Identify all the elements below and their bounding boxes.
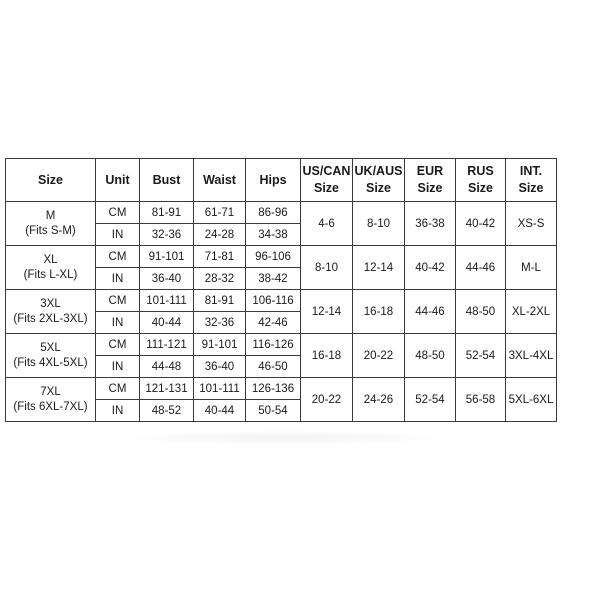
- header-rus-size-label: RUS: [467, 164, 494, 178]
- cm-unit-cell: CM: [96, 290, 140, 312]
- cm-waist-cell: 61-71: [194, 202, 246, 224]
- header-eur-size-label: EUR: [416, 164, 444, 178]
- header-uk-aus-size: [353, 159, 405, 202]
- int-size-cell: 3XL-4XL: [506, 334, 557, 378]
- us-can-size-cell: 4-6: [301, 202, 353, 246]
- cm-waist-cell: 71-81: [194, 246, 246, 268]
- cm-bust-cell: 121-131: [140, 378, 194, 400]
- table-row: [6, 378, 557, 400]
- size-label: M: [45, 209, 56, 222]
- int-size-cell: M-L: [506, 246, 557, 290]
- header-row: [6, 159, 557, 202]
- cm-unit-cell: CM: [96, 378, 140, 400]
- header-int-size-label: INT.: [519, 164, 543, 178]
- in-hips-cell: 34-38: [246, 224, 301, 246]
- size-name-cell: [6, 246, 96, 290]
- header-waist-label: Waist: [203, 172, 236, 187]
- in-hips-cell: 50-54: [246, 400, 301, 422]
- table-shadow: [120, 430, 450, 446]
- header-int-size: [506, 159, 557, 202]
- size-chart-body: [6, 202, 557, 422]
- eur-size-cell: 36-38: [405, 202, 456, 246]
- size-fits-label: (Fits S-M): [25, 224, 76, 237]
- size-name-cell: [6, 202, 96, 246]
- in-waist-cell: 40-44: [194, 400, 246, 422]
- size-name-cell: [6, 334, 96, 378]
- uk-aus-size-cell: 20-22: [353, 334, 405, 378]
- header-uk-aus-size-label: Size: [365, 181, 391, 195]
- cm-hips-cell: 86-96: [246, 202, 301, 224]
- us-can-size-cell: 8-10: [301, 246, 353, 290]
- size-chart-table: [5, 158, 557, 422]
- header-rus-size-label: Size: [467, 181, 493, 195]
- header-bust-label: Bust: [152, 172, 181, 187]
- header-uk-aus-size-label: UK/AUS: [354, 164, 403, 178]
- size-label: 3XL: [40, 297, 61, 310]
- cm-bust-cell: 101-111: [140, 290, 194, 312]
- size-fits-label: (Fits 4XL-5XL): [13, 356, 88, 369]
- uk-aus-size-cell: 16-18: [353, 290, 405, 334]
- us-can-size-cell: 20-22: [301, 378, 353, 422]
- table-row: [6, 334, 557, 356]
- us-can-size-cell: 12-14: [301, 290, 353, 334]
- cm-hips-cell: 126-136: [246, 378, 301, 400]
- int-size-cell: 5XL-6XL: [506, 378, 557, 422]
- size-fits-label: (Fits 6XL-7XL): [13, 400, 88, 413]
- cm-waist-cell: 91-101: [194, 334, 246, 356]
- header-size: [6, 159, 96, 202]
- rus-size-cell: 44-46: [456, 246, 506, 290]
- cm-hips-cell: 96-106: [246, 246, 301, 268]
- rus-size-cell: 52-54: [456, 334, 506, 378]
- header-rus-size: [456, 159, 506, 202]
- in-bust-cell: 40-44: [140, 312, 194, 334]
- uk-aus-size-cell: 24-26: [353, 378, 405, 422]
- size-fits-label: (Fits L-XL): [23, 268, 78, 281]
- int-size-cell: XS-S: [506, 202, 557, 246]
- header-unit: [96, 159, 140, 202]
- header-bust: [140, 159, 194, 202]
- header-us-can-size-label: US/CAN: [302, 164, 351, 178]
- size-label: 7XL: [40, 385, 61, 398]
- rus-size-cell: 48-50: [456, 290, 506, 334]
- eur-size-cell: 44-46: [405, 290, 456, 334]
- uk-aus-size-cell: 8-10: [353, 202, 405, 246]
- size-name-cell: [6, 290, 96, 334]
- in-waist-cell: 36-40: [194, 356, 246, 378]
- cm-bust-cell: 111-121: [140, 334, 194, 356]
- header-int-size-label: Size: [518, 181, 544, 195]
- eur-size-cell: 48-50: [405, 334, 456, 378]
- size-label: XL: [43, 253, 58, 266]
- table-row: [6, 290, 557, 312]
- size-chart-header: [6, 159, 557, 202]
- in-unit-cell: IN: [96, 400, 140, 422]
- eur-size-cell: 52-54: [405, 378, 456, 422]
- in-unit-cell: IN: [96, 312, 140, 334]
- cm-unit-cell: CM: [96, 334, 140, 356]
- in-waist-cell: 32-36: [194, 312, 246, 334]
- in-hips-cell: 38-42: [246, 268, 301, 290]
- int-size-cell: XL-2XL: [506, 290, 557, 334]
- header-unit-label: Unit: [105, 172, 130, 187]
- in-unit-cell: IN: [96, 224, 140, 246]
- cm-hips-cell: 106-116: [246, 290, 301, 312]
- in-bust-cell: 44-48: [140, 356, 194, 378]
- eur-size-cell: 40-42: [405, 246, 456, 290]
- header-eur-size: [405, 159, 456, 202]
- in-unit-cell: IN: [96, 268, 140, 290]
- in-hips-cell: 42-46: [246, 312, 301, 334]
- in-bust-cell: 36-40: [140, 268, 194, 290]
- header-us-can-size-label: Size: [313, 181, 339, 195]
- cm-unit-cell: CM: [96, 202, 140, 224]
- header-waist: [194, 159, 246, 202]
- in-bust-cell: 32-36: [140, 224, 194, 246]
- size-fits-label: (Fits 2XL-3XL): [13, 312, 88, 325]
- cm-unit-cell: CM: [96, 246, 140, 268]
- header-hips-label: Hips: [259, 172, 287, 187]
- header-us-can-size: [301, 159, 353, 202]
- uk-aus-size-cell: 12-14: [353, 246, 405, 290]
- cm-waist-cell: 101-111: [194, 378, 246, 400]
- in-waist-cell: 28-32: [194, 268, 246, 290]
- cm-bust-cell: 91-101: [140, 246, 194, 268]
- header-eur-size-label: Size: [417, 181, 443, 195]
- cm-bust-cell: 81-91: [140, 202, 194, 224]
- cm-hips-cell: 116-126: [246, 334, 301, 356]
- header-size-label: Size: [37, 172, 63, 187]
- in-waist-cell: 24-28: [194, 224, 246, 246]
- size-name-cell: [6, 378, 96, 422]
- table-row: [6, 246, 557, 268]
- us-can-size-cell: 16-18: [301, 334, 353, 378]
- header-hips: [246, 159, 301, 202]
- rus-size-cell: 40-42: [456, 202, 506, 246]
- in-hips-cell: 46-50: [246, 356, 301, 378]
- size-label: 5XL: [40, 341, 61, 354]
- table-row: [6, 202, 557, 224]
- in-bust-cell: 48-52: [140, 400, 194, 422]
- in-unit-cell: IN: [96, 356, 140, 378]
- cm-waist-cell: 81-91: [194, 290, 246, 312]
- rus-size-cell: 56-58: [456, 378, 506, 422]
